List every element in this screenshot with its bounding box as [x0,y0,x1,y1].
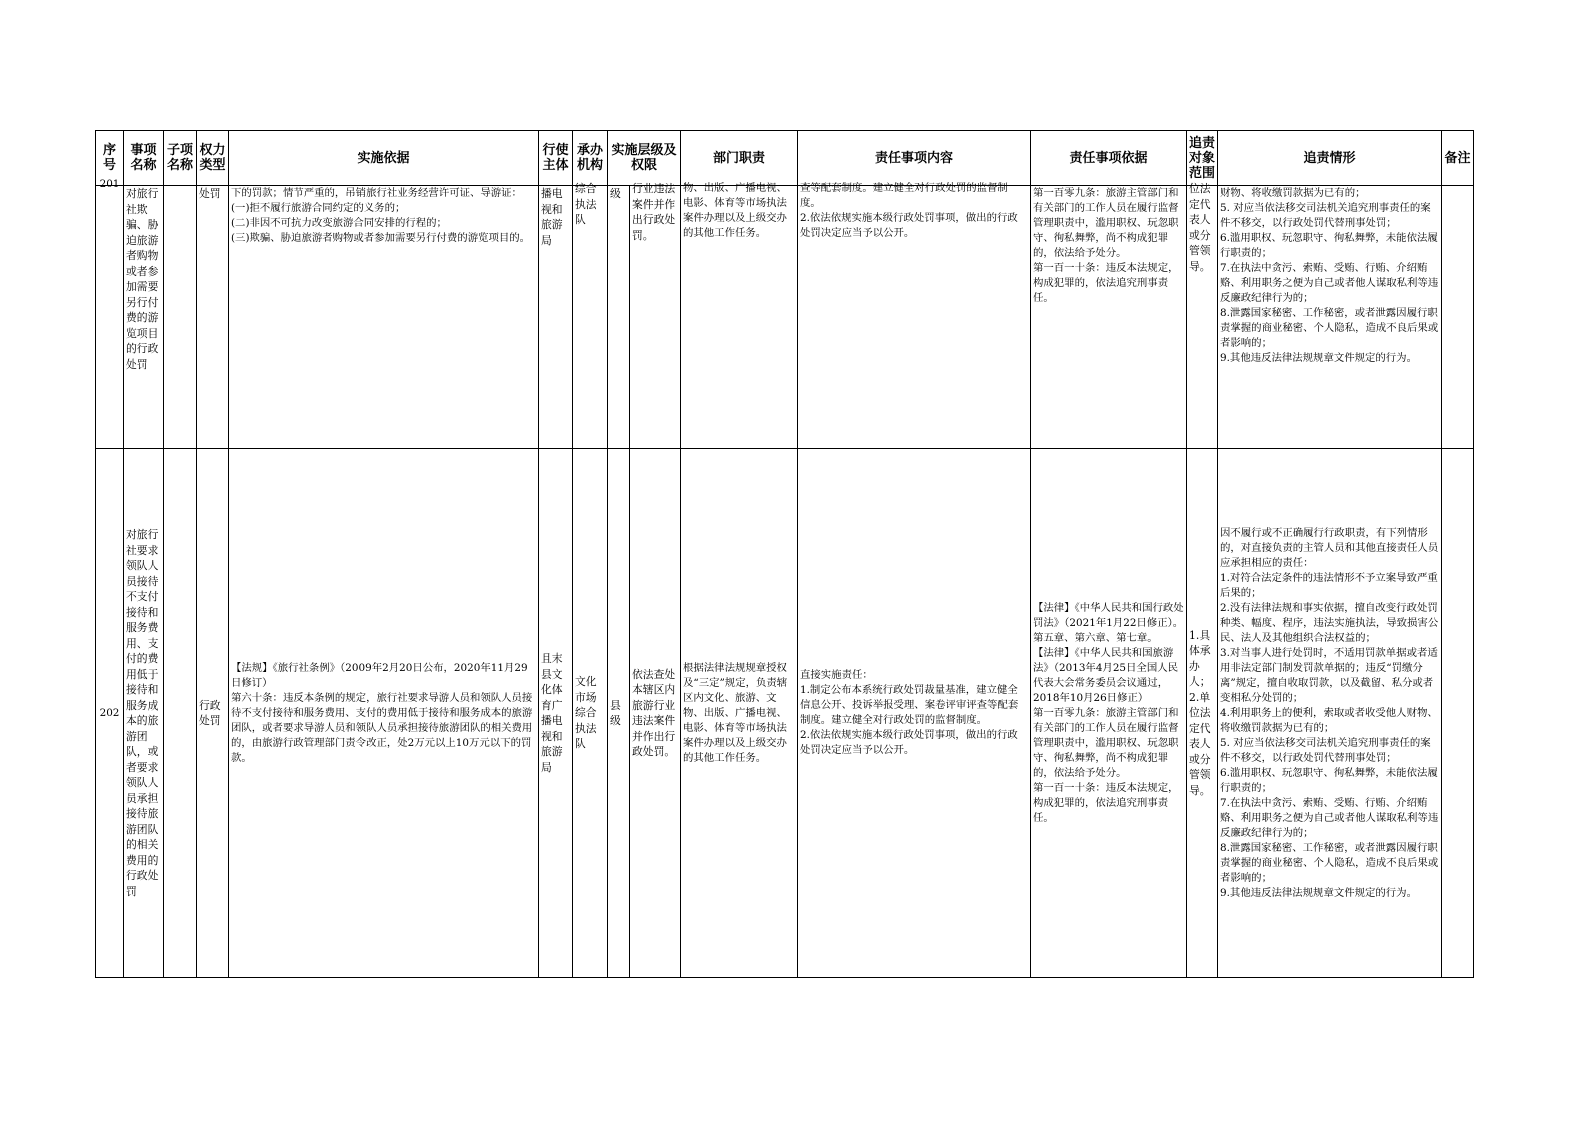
agency-text: 综合执法队 [575,182,597,226]
header-power-type: 权力类型 [197,131,229,186]
cell-power-type: 行政处罚 [197,449,229,978]
table-header-row [96,131,1474,186]
table-row [96,186,1474,449]
target-text: 位法定代表人或分管领导。 [1189,182,1211,273]
header-situation: 追责情形 [1218,131,1442,186]
cell-target: 1.具体承办人； 2.单位法定代表人或分管领导。 [1187,449,1218,978]
level-scope-text: 级 [610,187,621,200]
cell-subject [539,186,573,449]
responsibility-list-table [95,130,1474,978]
cell-item-name: 对旅行社要求领队人员接待不支付接待和服务费用、支付的费用低于接待和服务成本的旅游团队，或者要求领队人员承担接待旅游团队的相关费用的行政处罚 [124,449,164,978]
header-remark: 备注 [1442,131,1474,186]
header-subject: 行使主体 [539,131,573,186]
power-type-text: 处罚 [199,187,221,200]
cell-sub-name [164,449,197,978]
cell-level-power: 依法查处本辖区内旅游行业违法案件并作出行政处罚。 [630,449,681,978]
cell-basis [229,186,539,449]
situation-text: 财物、将收缴罚款据为已有的； 5. 对应当依法移交司法机关追究刑事责任的案件不移交，以行政处罚代替刑事处罚； 6.滥用职权、玩忽职守、徇私舞弊，未能依法履行职责的； 7.在执法中贪污、索贿、受贿、行贿、介绍贿赂、利用职务之便为自己或者他人谋取私利等违反廉政纪律行为的； 8.泄露国家秘密、工作秘密，或者泄露因履行职责掌握的商业秘密、个人隐私，造成不良后果或者影响的； 9.其他违反法律法规规章文件规定的行为。 [1220,187,1439,364]
subject-text: 播电视和旅游局 [541,187,563,247]
header-level: 实施层级及权限 [608,131,681,186]
cell-sub-name [164,186,197,449]
header-duty: 部门职责 [681,131,798,186]
cell-agency [573,182,608,449]
header-item-name: 事项名称 [124,131,164,186]
cell-level-scope [608,186,630,449]
basis-text: 下的罚款；情节严重的，吊销旅行社业务经营许可证、导游证： (一)拒不履行旅游合同约定的义务的； (二)非因不可抗力改变旅游合同安排的行程的； (三)欺骗、胁迫旅游者购物或者参加需要另行付费的游览项目的。 [231,187,531,244]
header-agency: 承办机构 [573,131,608,186]
cell-level-power [630,182,681,449]
cell-item-name [124,186,164,449]
cell-power-type [197,186,229,449]
cell-basis: 【法规】《旅行社条例》（2009年2月20日公布，2020年11月29日修订） 第六十条：违反本条例的规定，旅行社要求导游人员和领队人员接待不支付接待和服务费用、支付的费用低于接待和服务成本的旅游团队，或者要求导游人员和领队人员承担接待旅游团队的相关费用的，由旅游行政管理部门责令改正，处2万元以上10万元以下的罚款。 [229,449,539,978]
cell-duty: 根据法律法规规章授权及“三定”规定，负责辖区内文化、旅游、文物、出版、广播电视、电影、体育等市场执法案件办理以及上级交办的其他工作任务。 [681,449,798,978]
cell-target [1187,182,1218,449]
table-row [96,449,1474,978]
header-resp-content: 责任事项内容 [798,131,1031,186]
header-resp-basis: 责任事项依据 [1031,131,1187,186]
resp-basis-text: 第一百零九条：旅游主管部门和有关部门的工作人员在履行监督管理职责中，滥用职权、玩忽职守、徇私舞弊，尚不构成犯罪的，依法给予处分。 第一百一十条：违反本法规定，构成犯罪的，依法追究刑事责任。 [1033,187,1179,304]
cell-situation [1218,186,1442,449]
cell-resp-basis [1031,186,1187,449]
cell-resp-basis: 【法律】《中华人民共和国行政处罚法》（2021年1月22日修正）。 第五章、第六章、第七章。 【法律】《中华人民共和国旅游法》（2013年4月25日全国人民代表大会常务委员会议通过，2018年10月26日修正） 第一百零九条：旅游主管部门和有关部门的工作人员在履行监督管理职责中，滥用职权、玩忽职守、徇私舞弊，尚不构成犯罪的，依法给予处分。 第一百一十条：违反本法规定，构成犯罪的，依法追究刑事责任。 [1031,449,1187,978]
cell-seq: 202 [96,449,124,978]
cell-level-scope: 县级 [608,449,630,978]
cell-situation: 因不履行或不正确履行行政职责，有下列情形的，对直接负责的主管人员和其他直接责任人员应承担相应的责任： 1.对符合法定条件的违法情形不予立案导致严重后果的； 2.没有法律法规和事实依据，擅自改变行政处罚种类、幅度、程序，违法实施执法，导致损害公民、法人及其他组织合法权益的； 3.对当事人进行处罚时，不适用罚款单据或者适用非法定部门制发罚款单据的；违反“罚缴分离”规定，擅自收取罚款，以及截留、私分或者变相私分处罚的； 4.利用职务上的便利，索取或者收受他人财物、将收缴罚款据为已有的； 5. 对应当依法移交司法机关追究刑事责任的案件不移交，以行政处罚代替刑事处罚； 6.滥用职权、玩忽职守、徇私舞弊，未能依法履行职责的； 7.在执法中贪污、索贿、受贿、行贿、介绍贿赂、利用职务之便为自己或者他人谋取私利等违反廉政纪律行为的； 8.泄露国家秘密、工作秘密，或者泄露因履行职责掌握的商业秘密、个人隐私，造成不良后果或者影响的； 9.其他违反法律法规规章文件规定的行为。 [1218,449,1442,978]
cell-remark [1442,186,1474,449]
duty-text: 物、出版、广播电视、电影、体育等市场执法案件办理以及上级交办的其他工作任务。 [683,182,787,239]
cell-seq [96,178,124,449]
seq-text: 201 [99,178,120,190]
resp-content-text: 查等配套制度。建立健全对行政处罚的监督制度。 2.依法依规实施本级行政处罚事项，做出的行政处罚决定应当予以公开。 [800,182,1018,239]
cell-agency: 文化市场综合执法队 [573,449,608,978]
header-seq: 序号 [96,131,124,186]
cell-duty [681,182,798,449]
cell-subject: 且末县文化体育广播电视和旅游局 [539,449,573,978]
level-power-text: 行业违法案件并作出行政处罚。 [632,182,676,242]
cell-resp-content [798,182,1031,449]
item-name-text: 对旅行社欺骗、胁迫旅游者购物或者参加需要另行付费的游览项目的行政处罚 [126,187,159,371]
cell-resp-content: 直接实施责任： 1.制定公布本系统行政处罚裁量基准，建立健全信息公开、投诉举报受理、案卷评审评查等配套制度。建立健全对行政处罚的监督制度。 2.依法依规实施本级行政处罚事项，做出的行政处罚决定应当予以公开。 [798,449,1031,978]
header-target: 追责对象范围 [1187,131,1218,186]
cell-remark [1442,449,1474,978]
header-basis: 实施依据 [229,131,539,186]
header-sub-name: 子项名称 [164,131,197,186]
